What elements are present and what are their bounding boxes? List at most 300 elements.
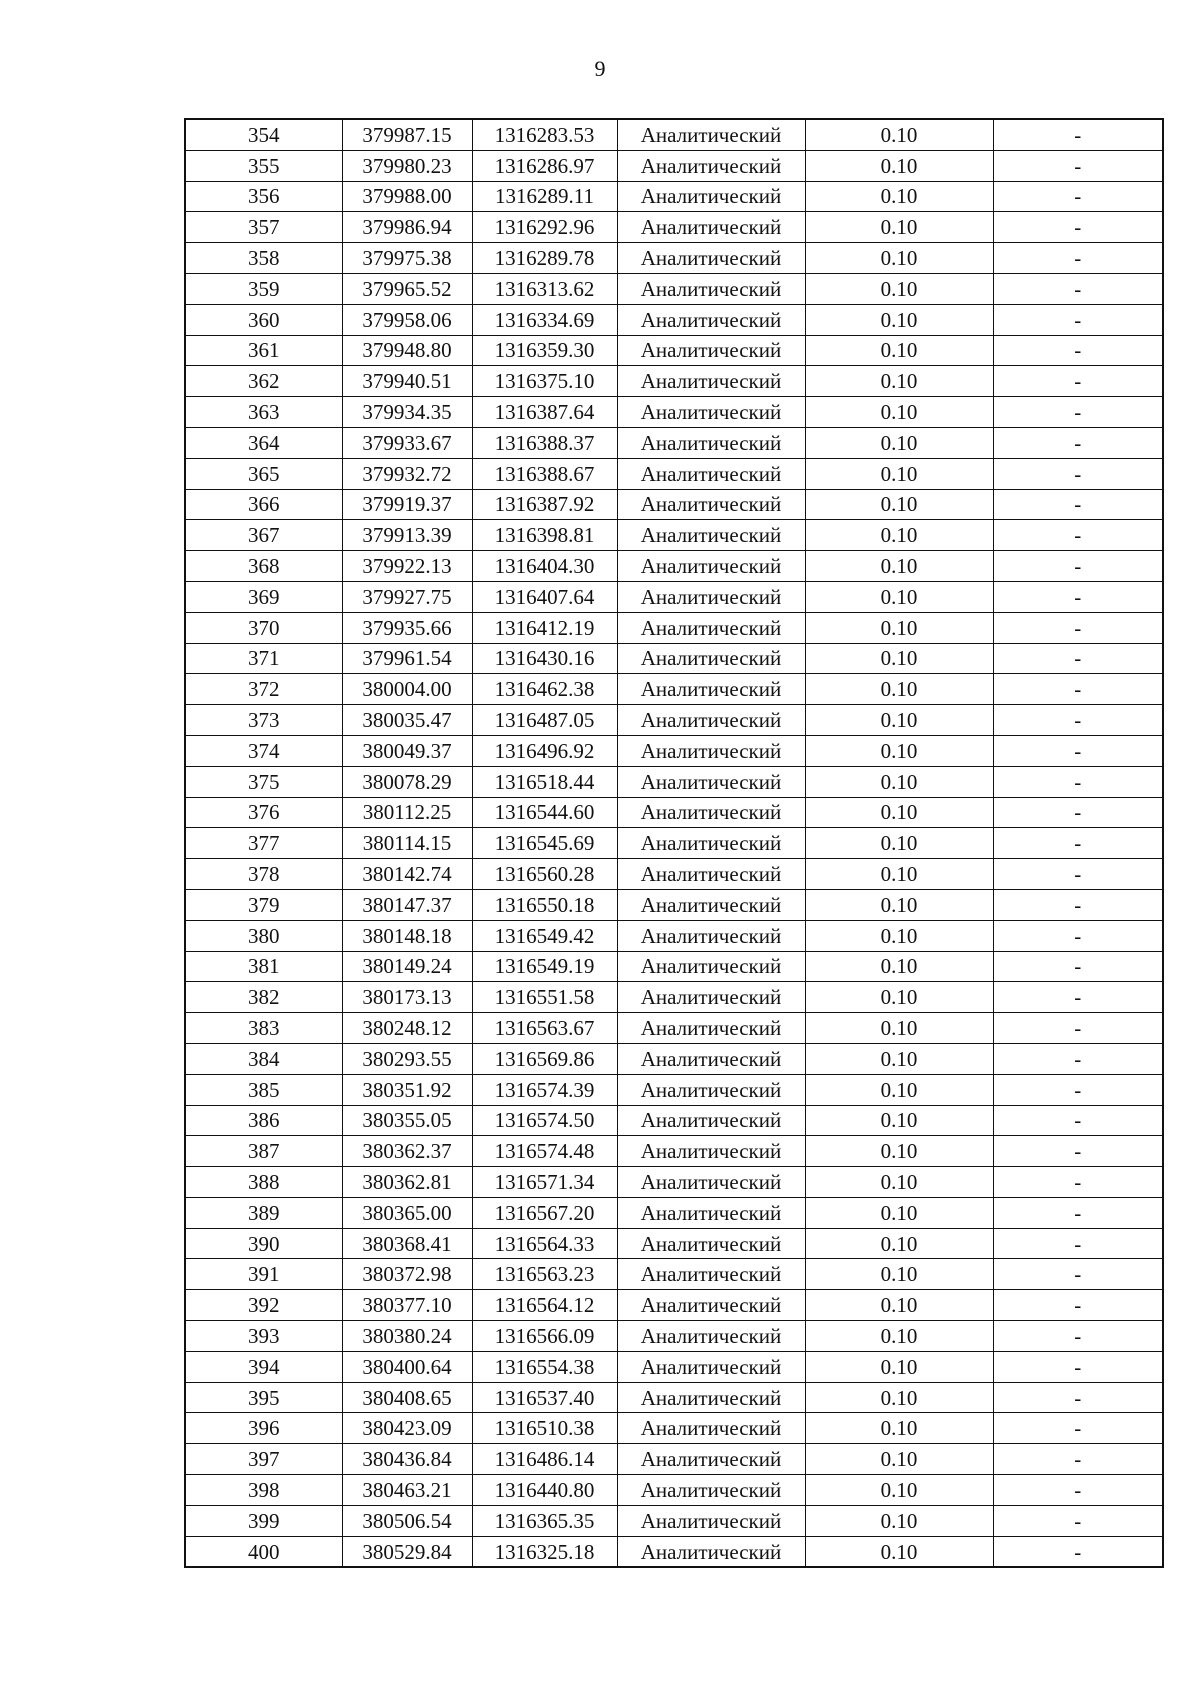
x-coordinate-cell: 380355.05 [342,1105,472,1136]
y-coordinate-cell: 1316462.38 [472,674,617,705]
y-coordinate-cell: 1316574.39 [472,1074,617,1105]
x-coordinate-cell: 379980.23 [342,150,472,181]
method-cell: Аналитический [617,1228,805,1259]
y-coordinate-cell: 1316375.10 [472,366,617,397]
table-row [185,735,1163,766]
y-coordinate-cell: 1316567.20 [472,1197,617,1228]
table-row [185,1475,1163,1506]
accuracy-cell: 0.10 [805,520,993,551]
description-cell: - [993,612,1163,643]
method-cell: Аналитический [617,951,805,982]
accuracy-cell: 0.10 [805,1074,993,1105]
point-number-cell: 365 [185,458,342,489]
x-coordinate-cell: 380377.10 [342,1290,472,1321]
description-cell: - [993,1167,1163,1198]
point-number-cell: 388 [185,1167,342,1198]
accuracy-cell: 0.10 [805,1136,993,1167]
y-coordinate-cell: 1316398.81 [472,520,617,551]
x-coordinate-cell: 379940.51 [342,366,472,397]
y-coordinate-cell: 1316404.30 [472,551,617,582]
table-row [185,397,1163,428]
method-cell: Аналитический [617,735,805,766]
y-coordinate-cell: 1316550.18 [472,889,617,920]
table-row [185,705,1163,736]
y-coordinate-cell: 1316440.80 [472,1475,617,1506]
table-row [185,1136,1163,1167]
x-coordinate-cell: 379986.94 [342,212,472,243]
table-row [185,1074,1163,1105]
method-cell: Аналитический [617,273,805,304]
x-coordinate-cell: 380408.65 [342,1382,472,1413]
table-row [185,1413,1163,1444]
table-row [185,674,1163,705]
table-row [185,1321,1163,1352]
y-coordinate-cell: 1316564.12 [472,1290,617,1321]
accuracy-cell: 0.10 [805,243,993,274]
accuracy-cell: 0.10 [805,581,993,612]
method-cell: Аналитический [617,766,805,797]
method-cell: Аналитический [617,1259,805,1290]
accuracy-cell: 0.10 [805,551,993,582]
point-number-cell: 377 [185,828,342,859]
accuracy-cell: 0.10 [805,397,993,428]
point-number-cell: 379 [185,889,342,920]
point-number-cell: 358 [185,243,342,274]
point-number-cell: 384 [185,1043,342,1074]
accuracy-cell: 0.10 [805,674,993,705]
table-row [185,119,1163,150]
description-cell: - [993,1259,1163,1290]
point-number-cell: 389 [185,1197,342,1228]
method-cell: Аналитический [617,489,805,520]
x-coordinate-cell: 380173.13 [342,982,472,1013]
point-number-cell: 363 [185,397,342,428]
point-number-cell: 361 [185,335,342,366]
method-cell: Аналитический [617,1290,805,1321]
page-number: 9 [594,56,606,81]
y-coordinate-cell: 1316387.92 [472,489,617,520]
description-cell: - [993,427,1163,458]
y-coordinate-cell: 1316388.67 [472,458,617,489]
method-cell: Аналитический [617,1074,805,1105]
table-row [185,1444,1163,1475]
point-number-cell: 364 [185,427,342,458]
method-cell: Аналитический [617,520,805,551]
accuracy-cell: 0.10 [805,1197,993,1228]
point-number-cell: 381 [185,951,342,982]
method-cell: Аналитический [617,1136,805,1167]
point-number-cell: 356 [185,181,342,212]
description-cell: - [993,119,1163,150]
accuracy-cell: 0.10 [805,181,993,212]
method-cell: Аналитический [617,366,805,397]
method-cell: Аналитический [617,1505,805,1536]
point-number-cell: 385 [185,1074,342,1105]
y-coordinate-cell: 1316545.69 [472,828,617,859]
y-coordinate-cell: 1316359.30 [472,335,617,366]
description-cell: - [993,735,1163,766]
x-coordinate-cell: 380380.24 [342,1321,472,1352]
table-row [185,458,1163,489]
x-coordinate-cell: 380112.25 [342,797,472,828]
x-coordinate-cell: 379927.75 [342,581,472,612]
x-coordinate-cell: 379958.06 [342,304,472,335]
table-row [185,643,1163,674]
y-coordinate-cell: 1316510.38 [472,1413,617,1444]
x-coordinate-cell: 379933.67 [342,427,472,458]
y-coordinate-cell: 1316554.38 [472,1351,617,1382]
accuracy-cell: 0.10 [805,1228,993,1259]
table-row [185,1536,1163,1567]
description-cell: - [993,1043,1163,1074]
method-cell: Аналитический [617,1013,805,1044]
table-row [185,150,1163,181]
accuracy-cell: 0.10 [805,212,993,243]
y-coordinate-cell: 1316549.19 [472,951,617,982]
point-number-cell: 382 [185,982,342,1013]
x-coordinate-cell: 380365.00 [342,1197,472,1228]
description-cell: - [993,674,1163,705]
point-number-cell: 370 [185,612,342,643]
description-cell: - [993,828,1163,859]
accuracy-cell: 0.10 [805,705,993,736]
x-coordinate-cell: 380078.29 [342,766,472,797]
accuracy-cell: 0.10 [805,1013,993,1044]
accuracy-cell: 0.10 [805,797,993,828]
y-coordinate-cell: 1316292.96 [472,212,617,243]
accuracy-cell: 0.10 [805,1321,993,1352]
method-cell: Аналитический [617,212,805,243]
y-coordinate-cell: 1316289.11 [472,181,617,212]
table-row [185,1197,1163,1228]
x-coordinate-cell: 380436.84 [342,1444,472,1475]
method-cell: Аналитический [617,643,805,674]
y-coordinate-cell: 1316486.14 [472,1444,617,1475]
point-number-cell: 391 [185,1259,342,1290]
description-cell: - [993,1536,1163,1567]
description-cell: - [993,366,1163,397]
method-cell: Аналитический [617,1321,805,1352]
description-cell: - [993,243,1163,274]
accuracy-cell: 0.10 [805,489,993,520]
point-number-cell: 383 [185,1013,342,1044]
method-cell: Аналитический [617,181,805,212]
point-number-cell: 399 [185,1505,342,1536]
x-coordinate-cell: 379948.80 [342,335,472,366]
description-cell: - [993,1136,1163,1167]
method-cell: Аналитический [617,458,805,489]
accuracy-cell: 0.10 [805,889,993,920]
x-coordinate-cell: 379965.52 [342,273,472,304]
y-coordinate-cell: 1316325.18 [472,1536,617,1567]
table-row [185,1259,1163,1290]
point-number-cell: 360 [185,304,342,335]
point-number-cell: 354 [185,119,342,150]
description-cell: - [993,1475,1163,1506]
y-coordinate-cell: 1316564.33 [472,1228,617,1259]
accuracy-cell: 0.10 [805,766,993,797]
description-cell: - [993,1382,1163,1413]
description-cell: - [993,212,1163,243]
y-coordinate-cell: 1316412.19 [472,612,617,643]
table-row [185,181,1163,212]
description-cell: - [993,273,1163,304]
x-coordinate-cell: 380142.74 [342,859,472,890]
y-coordinate-cell: 1316569.86 [472,1043,617,1074]
method-cell: Аналитический [617,1413,805,1444]
description-cell: - [993,705,1163,736]
accuracy-cell: 0.10 [805,1259,993,1290]
point-number-cell: 357 [185,212,342,243]
y-coordinate-cell: 1316549.42 [472,920,617,951]
accuracy-cell: 0.10 [805,304,993,335]
method-cell: Аналитический [617,1351,805,1382]
point-number-cell: 380 [185,920,342,951]
x-coordinate-cell: 380506.54 [342,1505,472,1536]
x-coordinate-cell: 380423.09 [342,1413,472,1444]
table-row [185,1013,1163,1044]
x-coordinate-cell: 380148.18 [342,920,472,951]
method-cell: Аналитический [617,982,805,1013]
accuracy-cell: 0.10 [805,458,993,489]
x-coordinate-cell: 379913.39 [342,520,472,551]
x-coordinate-cell: 380529.84 [342,1536,472,1567]
x-coordinate-cell: 380368.41 [342,1228,472,1259]
description-cell: - [993,1444,1163,1475]
x-coordinate-cell: 379919.37 [342,489,472,520]
x-coordinate-cell: 380004.00 [342,674,472,705]
method-cell: Аналитический [617,551,805,582]
point-number-cell: 369 [185,581,342,612]
point-number-cell: 390 [185,1228,342,1259]
accuracy-cell: 0.10 [805,735,993,766]
y-coordinate-cell: 1316563.23 [472,1259,617,1290]
method-cell: Аналитический [617,1475,805,1506]
point-number-cell: 355 [185,150,342,181]
table-row [185,1228,1163,1259]
description-cell: - [993,1013,1163,1044]
description-cell: - [993,1228,1163,1259]
accuracy-cell: 0.10 [805,612,993,643]
point-number-cell: 359 [185,273,342,304]
accuracy-cell: 0.10 [805,1290,993,1321]
accuracy-cell: 0.10 [805,1444,993,1475]
accuracy-cell: 0.10 [805,1505,993,1536]
method-cell: Аналитический [617,797,805,828]
point-number-cell: 362 [185,366,342,397]
point-number-cell: 371 [185,643,342,674]
table-row [185,273,1163,304]
accuracy-cell: 0.10 [805,951,993,982]
y-coordinate-cell: 1316289.78 [472,243,617,274]
y-coordinate-cell: 1316407.64 [472,581,617,612]
point-number-cell: 393 [185,1321,342,1352]
description-cell: - [993,1413,1163,1444]
point-number-cell: 395 [185,1382,342,1413]
description-cell: - [993,304,1163,335]
coordinates-table-body [185,119,1163,1567]
method-cell: Аналитический [617,581,805,612]
accuracy-cell: 0.10 [805,982,993,1013]
y-coordinate-cell: 1316430.16 [472,643,617,674]
x-coordinate-cell: 380114.15 [342,828,472,859]
description-cell: - [993,766,1163,797]
description-cell: - [993,458,1163,489]
description-cell: - [993,150,1163,181]
accuracy-cell: 0.10 [805,150,993,181]
description-cell: - [993,797,1163,828]
table-row [185,304,1163,335]
accuracy-cell: 0.10 [805,828,993,859]
description-cell: - [993,1505,1163,1536]
table-row [185,581,1163,612]
y-coordinate-cell: 1316313.62 [472,273,617,304]
accuracy-cell: 0.10 [805,119,993,150]
method-cell: Аналитический [617,859,805,890]
y-coordinate-cell: 1316566.09 [472,1321,617,1352]
description-cell: - [993,335,1163,366]
point-number-cell: 367 [185,520,342,551]
coordinates-table [184,118,1164,1568]
description-cell: - [993,1197,1163,1228]
table-row [185,520,1163,551]
table-row [185,551,1163,582]
x-coordinate-cell: 379932.72 [342,458,472,489]
table-row [185,889,1163,920]
method-cell: Аналитический [617,1167,805,1198]
point-number-cell: 373 [185,705,342,736]
method-cell: Аналитический [617,427,805,458]
method-cell: Аналитический [617,335,805,366]
x-coordinate-cell: 380362.81 [342,1167,472,1198]
description-cell: - [993,643,1163,674]
point-number-cell: 397 [185,1444,342,1475]
x-coordinate-cell: 379988.00 [342,181,472,212]
method-cell: Аналитический [617,1043,805,1074]
y-coordinate-cell: 1316571.34 [472,1167,617,1198]
method-cell: Аналитический [617,1197,805,1228]
table-row [185,1105,1163,1136]
y-coordinate-cell: 1316388.37 [472,427,617,458]
method-cell: Аналитический [617,674,805,705]
table-row [185,797,1163,828]
method-cell: Аналитический [617,828,805,859]
point-number-cell: 398 [185,1475,342,1506]
point-number-cell: 374 [185,735,342,766]
description-cell: - [993,982,1163,1013]
method-cell: Аналитический [617,243,805,274]
y-coordinate-cell: 1316387.64 [472,397,617,428]
point-number-cell: 368 [185,551,342,582]
x-coordinate-cell: 379935.66 [342,612,472,643]
table-row [185,1505,1163,1536]
accuracy-cell: 0.10 [805,1105,993,1136]
x-coordinate-cell: 380149.24 [342,951,472,982]
description-cell: - [993,889,1163,920]
description-cell: - [993,920,1163,951]
point-number-cell: 366 [185,489,342,520]
y-coordinate-cell: 1316487.05 [472,705,617,736]
accuracy-cell: 0.10 [805,1043,993,1074]
x-coordinate-cell: 379975.38 [342,243,472,274]
y-coordinate-cell: 1316283.53 [472,119,617,150]
table-row [185,828,1163,859]
x-coordinate-cell: 379934.35 [342,397,472,428]
method-cell: Аналитический [617,920,805,951]
method-cell: Аналитический [617,150,805,181]
y-coordinate-cell: 1316365.35 [472,1505,617,1536]
table-row [185,920,1163,951]
accuracy-cell: 0.10 [805,643,993,674]
point-number-cell: 396 [185,1413,342,1444]
description-cell: - [993,581,1163,612]
y-coordinate-cell: 1316334.69 [472,304,617,335]
method-cell: Аналитический [617,1382,805,1413]
table-row [185,489,1163,520]
point-number-cell: 378 [185,859,342,890]
table-row [185,212,1163,243]
point-number-cell: 386 [185,1105,342,1136]
table-row [185,1382,1163,1413]
description-cell: - [993,1321,1163,1352]
method-cell: Аналитический [617,1444,805,1475]
accuracy-cell: 0.10 [805,1167,993,1198]
table-row [185,427,1163,458]
table-row [185,1290,1163,1321]
point-number-cell: 372 [185,674,342,705]
accuracy-cell: 0.10 [805,1382,993,1413]
point-number-cell: 387 [185,1136,342,1167]
accuracy-cell: 0.10 [805,1475,993,1506]
y-coordinate-cell: 1316286.97 [472,150,617,181]
accuracy-cell: 0.10 [805,335,993,366]
x-coordinate-cell: 380248.12 [342,1013,472,1044]
table-row [185,766,1163,797]
method-cell: Аналитический [617,397,805,428]
y-coordinate-cell: 1316560.28 [472,859,617,890]
y-coordinate-cell: 1316574.50 [472,1105,617,1136]
description-cell: - [993,1105,1163,1136]
point-number-cell: 392 [185,1290,342,1321]
x-coordinate-cell: 380372.98 [342,1259,472,1290]
x-coordinate-cell: 379987.15 [342,119,472,150]
method-cell: Аналитический [617,304,805,335]
description-cell: - [993,397,1163,428]
description-cell: - [993,520,1163,551]
description-cell: - [993,951,1163,982]
table-row [185,1351,1163,1382]
x-coordinate-cell: 380035.47 [342,705,472,736]
accuracy-cell: 0.10 [805,1536,993,1567]
point-number-cell: 375 [185,766,342,797]
x-coordinate-cell: 380463.21 [342,1475,472,1506]
y-coordinate-cell: 1316496.92 [472,735,617,766]
accuracy-cell: 0.10 [805,920,993,951]
table-row [185,335,1163,366]
method-cell: Аналитический [617,889,805,920]
method-cell: Аналитический [617,612,805,643]
method-cell: Аналитический [617,1536,805,1567]
table-row [185,982,1163,1013]
accuracy-cell: 0.10 [805,366,993,397]
x-coordinate-cell: 379922.13 [342,551,472,582]
accuracy-cell: 0.10 [805,1413,993,1444]
description-cell: - [993,181,1163,212]
point-number-cell: 400 [185,1536,342,1567]
x-coordinate-cell: 380293.55 [342,1043,472,1074]
y-coordinate-cell: 1316574.48 [472,1136,617,1167]
table-row [185,859,1163,890]
